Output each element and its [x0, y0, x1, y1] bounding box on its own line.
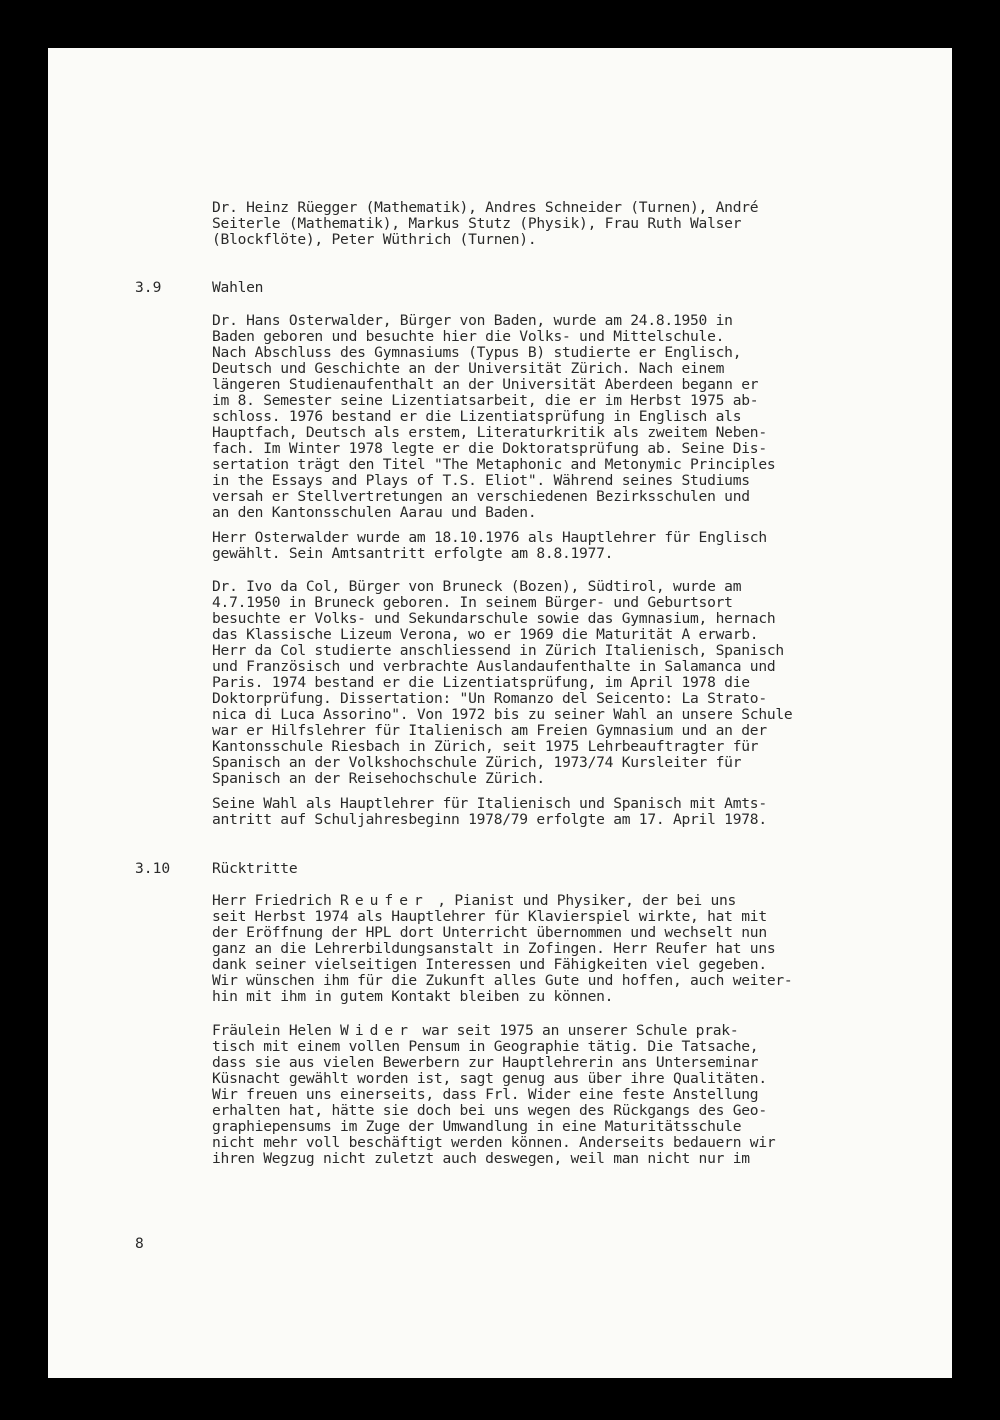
text-line: gewählt. Sein Amtsantritt erfolgte am 8.8.1977.	[212, 545, 614, 562]
text-line	[212, 1023, 738, 1039]
text-line: Herr Osterwalder wurde am 18.10.1976 als Hauptlehrer für Englisch	[212, 529, 767, 546]
text-line: in the Essays and Plays of T.S. Eliot". Während seines Studiums	[212, 472, 750, 489]
text-line: ihren Wegzug nicht zuletzt auch deswegen, weil man nicht nur im	[212, 1150, 750, 1167]
text-line: besuchte er Volks- und Sekundarschule sowie das Gymnasium, hernach	[212, 610, 776, 627]
text-line: Herr da Col studierte anschliessend in Zürich Italienisch, Spanisch	[212, 642, 784, 659]
text-line: (Blockflöte), Peter Wüthrich (Turnen).	[212, 231, 537, 248]
page-number: 8	[135, 1235, 144, 1252]
text-line	[212, 893, 736, 909]
person-name-spaced: Reufer	[340, 892, 429, 909]
text-line: Dr. Ivo da Col, Bürger von Bruneck (Bozen), Südtirol, wurde am	[212, 578, 742, 595]
text-line: Küsnacht gewählt worden ist, sagt genug aus über ihre Qualitäten.	[212, 1070, 767, 1087]
text-line: hin mit ihm in gutem Kontakt bleiben zu können.	[212, 988, 614, 1005]
section-number: 3.9	[135, 279, 162, 296]
text-line: Paris. 1974 bestand er die Lizentiatsprüfung, im April 1978 die	[212, 674, 750, 691]
text-line: 4.7.1950 in Bruneck geboren. In seinem Bürger- und Geburtsort	[212, 594, 733, 611]
text-line: Dr. Heinz Rüegger (Mathematik), Andres Schneider (Turnen), André	[212, 199, 759, 216]
text-line: Deutsch und Geschichte an der Universität Zürich. Nach einem	[212, 360, 725, 377]
text-line: dass sie aus vielen Bewerbern zur Hauptlehrerin ans Unterseminar	[212, 1054, 759, 1071]
text-line: Kantonsschule Riesbach in Zürich, seit 1975 Lehrbeauftragter für	[212, 738, 759, 755]
text-line: der Eröffnung der HPL dort Unterricht übernommen und wechselt nun	[212, 924, 767, 941]
text-line: nicht mehr voll beschäftigt werden können. Anderseits bedauern wir	[212, 1134, 776, 1151]
text-line: nica di Luca Assorino". Von 1972 bis zu seiner Wahl an unsere Schule	[212, 706, 793, 723]
text-line: im 8. Semester seine Lizentiatsarbeit, die er im Herbst 1975 ab-	[212, 392, 759, 409]
text-line: ganz an die Lehrerbildungsanstalt in Zofingen. Herr Reufer hat uns	[212, 940, 776, 957]
text-line: Seine Wahl als Hauptlehrer für Italienisch und Spanisch mit Amts-	[212, 795, 767, 812]
text-line: Dr. Hans Osterwalder, Bürger von Baden, wurde am 24.8.1950 in	[212, 312, 733, 329]
text-line: schloss. 1976 bestand er die Lizentiatsprüfung in Englisch als	[212, 408, 742, 425]
text-line: antritt auf Schuljahresbeginn 1978/79 erfolgte am 17. April 1978.	[212, 811, 767, 828]
text-fragment: war seit 1975 an unserer Schule prak-	[413, 1022, 739, 1039]
person-name-spaced: Wider	[340, 1022, 414, 1039]
text-line: Baden geboren und besuchte hier die Volks- und Mittelschule.	[212, 328, 725, 345]
text-line: dank seiner vielseitigen Interessen und Fähigkeiten viel gegeben.	[212, 956, 767, 973]
text-fragment: , Pianist und Physiker, der bei uns	[428, 892, 737, 909]
text-line: Seiterle (Mathematik), Markus Stutz (Physik), Frau Ruth Walser	[212, 215, 742, 232]
text-line: längeren Studienaufenthalt an der Universität Aberdeen begann er	[212, 376, 759, 393]
text-line: graphiepensums im Zuge der Umwandlung in eine Maturitätsschule	[212, 1118, 742, 1135]
text-line: seit Herbst 1974 als Hauptlehrer für Klavierspiel wirkte, hat mit	[212, 908, 767, 925]
text-line: sertation trägt den Titel "The Metaphonic and Metonymic Principles	[212, 456, 776, 473]
text-line: Hauptfach, Deutsch als erstem, Literaturkritik als zweitem Neben-	[212, 424, 767, 441]
text-fragment: Herr Friedrich	[212, 892, 341, 909]
section-title: Rücktritte	[212, 860, 298, 877]
text-line: Spanisch an der Reisehochschule Zürich.	[212, 770, 545, 787]
section-number: 3.10	[135, 860, 171, 877]
text-line: tisch mit einem vollen Pensum in Geographie tätig. Die Tatsache,	[212, 1038, 759, 1055]
section-title: Wahlen	[212, 279, 264, 296]
text-line: Spanisch an der Volkshochschule Zürich, 1973/74 Kursleiter für	[212, 754, 742, 771]
text-fragment: Fräulein Helen	[212, 1022, 341, 1039]
text-line: fach. Im Winter 1978 legte er die Doktoratsprüfung ab. Seine Dis-	[212, 440, 767, 457]
text-line: Wir freuen uns einerseits, dass Frl. Wider eine feste Anstellung	[212, 1086, 759, 1103]
text-line: und Französisch und verbrachte Auslandaufenthalte in Salamanca und	[212, 658, 776, 675]
text-line: an den Kantonsschulen Aarau und Baden.	[212, 504, 537, 521]
text-line: Nach Abschluss des Gymnasiums (Typus B) studierte er Englisch,	[212, 344, 742, 361]
document-page	[48, 48, 952, 1378]
text-line: Wir wünschen ihm für die Zukunft alles Gute und hoffen, auch weiter-	[212, 972, 793, 989]
text-line: das Klassische Lizeum Verona, wo er 1969 die Maturität A erwarb.	[212, 626, 759, 643]
text-line: Doktorprüfung. Dissertation: "Un Romanzo del Seicento: La Strato-	[212, 690, 767, 707]
text-line: versah er Stellvertretungen an verschiedenen Bezirksschulen und	[212, 488, 750, 505]
text-line: war er Hilfslehrer für Italienisch am Freien Gymnasium und an der	[212, 722, 767, 739]
text-line: erhalten hat, hätte sie doch bei uns wegen des Rückgangs des Geo-	[212, 1102, 767, 1119]
